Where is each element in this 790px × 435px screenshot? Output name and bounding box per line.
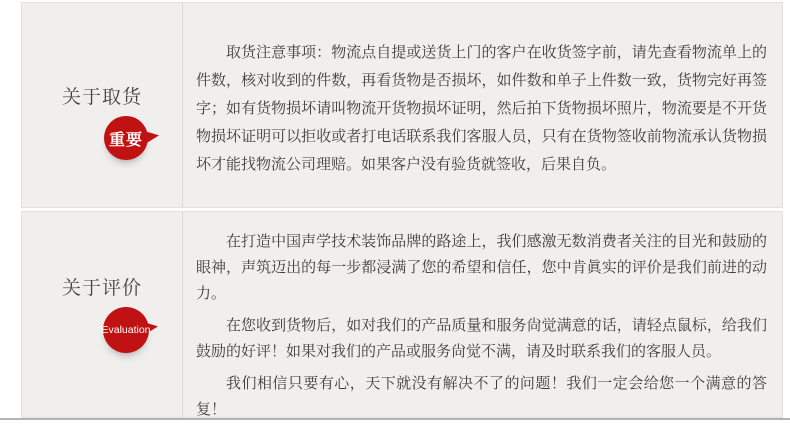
evaluation-section-title: 关于评价 — [61, 278, 142, 299]
bottom-divider — [0, 418, 790, 420]
important-badge — [104, 116, 148, 160]
evaluation-notice-section — [21, 211, 783, 418]
pickup-paragraph: 取货注意事项：物流点自提或送货上门的客户在收货签字前，请先查看物流单上的件数，核对收到的件数，再看货物是否损坏，如件数和单子上件数一致，货物完好再签字；如有货物损坏请叫物流开货物损坏证明，然后拍下货物损坏照片，物流要是不开货物损坏证明可以拒收或者打电话联系我们客服人员，只有在货物签收前物流承认货物损坏才能找物流公司理赔。如果客户没有验货就签收，后果自负。 — [196, 44, 767, 173]
evaluation-notice-text — [183, 212, 782, 417]
notice-panels — [21, 2, 783, 418]
evaluation-paragraph-3: 我们相信只要有心，天下就没有解决不了的问题！我们一定会给您一个满意的答复！ — [196, 375, 767, 418]
important-badge-label: 重要 — [108, 131, 143, 149]
evaluation-paragraph-2: 在您收到货物后，如对我们的产品质量和服务尙觉满意的话，请轻点鼠标，给我们鼓励的好评！如果对我们的产品或服务尙觉不满，请及时联系我们的客服人员。 — [196, 317, 767, 360]
evaluation-badge — [103, 307, 149, 353]
pickup-section-title: 关于取货 — [61, 87, 142, 108]
evaluation-label-column — [22, 212, 183, 417]
evaluation-badge-label: Evaluation — [101, 324, 151, 336]
evaluation-paragraph-1: 在打造中国声学技术装饰品牌的路途上，我们感激无数消费者关注的目光和鼓励的眼神，声筑迈出的每一步都浸满了您的希望和信任，您中肯眞实的评价是我们前进的动力。 — [196, 233, 767, 302]
pickup-notice-text — [183, 3, 782, 207]
pickup-notice-section — [21, 2, 783, 208]
pickup-label-column — [22, 3, 183, 207]
